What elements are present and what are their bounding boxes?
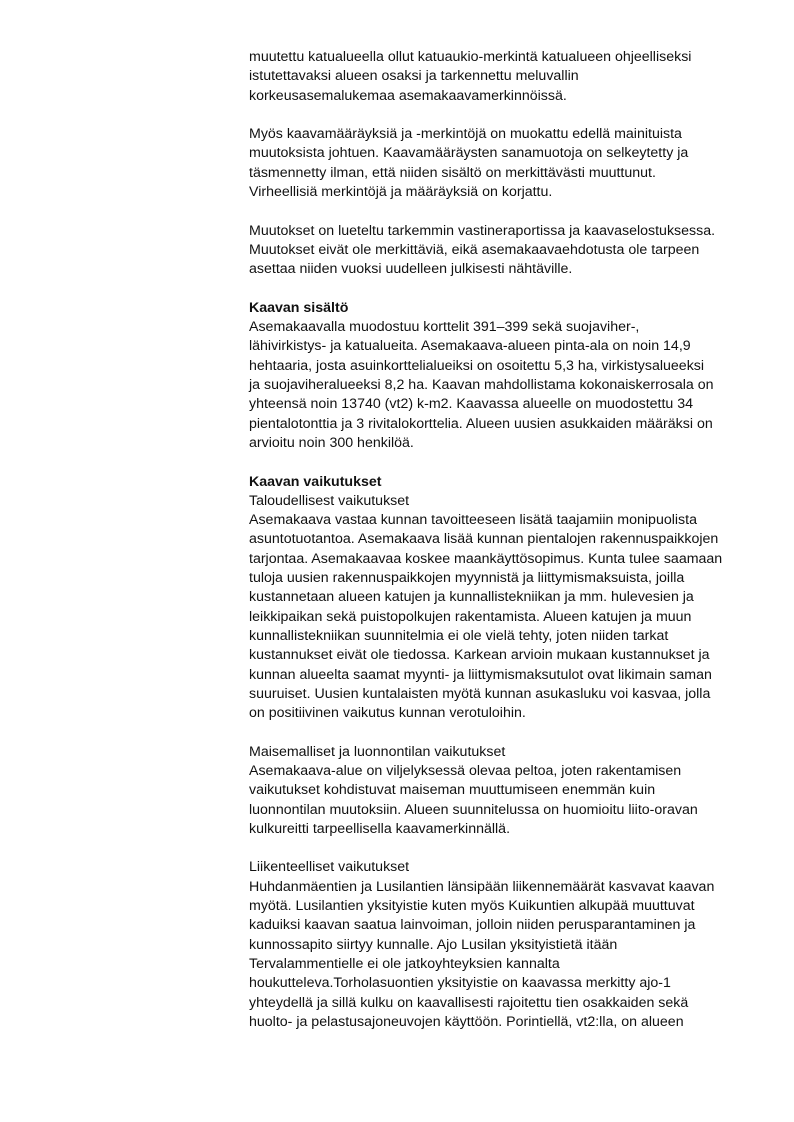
text-line: myötä. Lusilantien yksityistie kuten myös Kuikuntien alkupää muuttuvat [249, 898, 695, 915]
paragraph-changes-listed [249, 222, 749, 280]
text-line: Asemakaava vastaa kunnan tavoitteeseen lisätä taajamiin monipuolista [249, 512, 697, 529]
text-line: tuloja uusien rakennuspaikkojen myynnistä ja liittymismaksuista, joilla [249, 570, 685, 587]
text-line: lähivirkistys- ja katualueita. Asemakaava-alueen pinta-ala on noin 14,9 [249, 338, 691, 355]
text-line: Asemakaava-alue on viljelyksessä olevaa peltoa, joten rakentamisen [249, 762, 682, 779]
text-line: kaduiksi kaavan saatua lainvoiman, jolloin niiden perusparantaminen ja [249, 917, 696, 934]
document-body [249, 48, 749, 1051]
text-line: suuruiset. Uusien kuntalaisten myötä kunnan asukasluku voi kasvaa, jolla [249, 685, 711, 702]
text-line: pientalotonttia ja 3 rivitalokorttelia. Alueen uusien asukkaiden määräksi on [249, 415, 713, 432]
section-plan-impacts [249, 473, 749, 724]
text-line: Virheellisiä merkintöjä ja määräyksiä on korjattu. [249, 184, 553, 201]
text-line: luonnontilan muutoksiin. Alueen suunnitelussa on huomioitu liito-oravan [249, 801, 698, 818]
text-line: houkutteleva.Torholasuontien yksityistie on kaavassa merkitty ajo-1 [249, 975, 671, 992]
text-line: yhteensä noin 13740 (vt2) k-m2. Kaavassa alueelle on muodostettu 34 [249, 396, 694, 413]
text-line: vaikutukset kohdistuvat maiseman muuttumiseen enemmän kuin [249, 782, 656, 799]
text-line: Asemakaavalla muodostuu korttelit 391–399 sekä suojaviher-, [249, 319, 640, 336]
text-line: Tervalammentielle ei ole jatkoyhteyksien kannalta [249, 955, 560, 972]
text-line: täsmennetty ilman, että niiden sisältö on merkittävästi muuttunut. [249, 164, 656, 181]
text-line: kunnallistekniikan suunnitelmia ei ole vielä tehty, joten niiden tarkat [249, 627, 669, 644]
text-line: muutoksista johtuen. Kaavamääräysten sanamuotoja on selkeytetty ja [249, 145, 689, 162]
text-line: muutettu katualueella ollut katuaukio-merkintä katualueen ohjeelliseksi [249, 49, 692, 65]
text-line: korkeusasemalukemaa asemakaavamerkinnöissä. [249, 87, 567, 104]
subsection-heading: Taloudellisest vaikutukset [249, 492, 410, 509]
section-heading: Kaavan sisältö [249, 299, 349, 316]
text-line: asettaa niiden vuoksi uudelleen julkisesti nähtäville. [249, 261, 573, 278]
text-line: Myös kaavamääräyksiä ja -merkintöjä on muokattu edellä mainituista [249, 126, 682, 143]
text-line: leikkipaikan sekä puistopolkujen rakentamista. Alueen katujen ja muun [249, 608, 692, 625]
text-line: hehtaaria, josta asuinkorttelialueiksi on osoitettu 5,3 ha, virkistysalueeksi [249, 357, 705, 374]
text-line: Huhdanmäentien ja Lusilantien länsipään liikennemäärät kasvavat kaavan [249, 878, 715, 895]
text-line: Muutokset on lueteltu tarkemmin vastineraportissa ja kaavaselostuksessa. [249, 222, 716, 239]
text-line: istutettavaksi alueen osaksi ja tarkennettu meluvallin [249, 68, 579, 85]
text-line: asuntotuotantoa. Asemakaava lisää kunnan pientalojen rakennuspaikkojen [249, 531, 719, 548]
section-landscape-impacts [249, 743, 749, 839]
text-line: Muutokset eivät ole merkittäviä, eikä asemakaavaehdotusta ole tarpeen [249, 241, 700, 258]
text-line: kustannukset eivät ole tiedossa. Karkean arvioin mukaan kustannukset ja [249, 647, 710, 664]
text-line: kunnan alueelta saamat myynti- ja liittymismaksutulot ovat likimain saman [249, 666, 712, 683]
section-plan-content [249, 299, 749, 453]
text-line: kustannetaan alueen katujen ja kunnallistekniikan ja mm. hulevesien ja [249, 589, 694, 606]
text-line: yhteydellä ja sillä kulku on kaavallisesti rajoitettu tien osakkaiden sekä [249, 994, 689, 1011]
subsection-heading: Liikenteelliset vaikutukset [249, 859, 410, 876]
text-line: ja suojaviheralueeksi 8,2 ha. Kaavan mahdollistama kokonaiskerrosala on [249, 377, 714, 394]
section-traffic-impacts [249, 858, 749, 1032]
text-line: kunnossapito siirtyy kunnalle. Ajo Lusilan yksityistietä itään [249, 936, 618, 953]
subsection-heading: Maisemalliset ja luonnontilan vaikutukset [249, 743, 506, 760]
text-line: huolto- ja pelastusajoneuvojen käyttöön. Porintiellä, vt2:lla, on alueen [249, 1013, 684, 1030]
paragraph-changes-markings [249, 48, 749, 106]
paragraph-regulations-edited [249, 125, 749, 202]
text-line: tarjontaa. Asemakaavaa koskee maankäyttösopimus. Kunta tulee saamaan [249, 550, 723, 567]
section-heading: Kaavan vaikutukset [249, 473, 382, 490]
text-line: on positiivinen vaikutus kunnan verotuloihin. [249, 705, 526, 722]
text-line: arvioitu noin 300 henkilöä. [249, 434, 414, 451]
text-line: kulkureitti tarpeellisella kaavamerkinnällä. [249, 820, 511, 837]
